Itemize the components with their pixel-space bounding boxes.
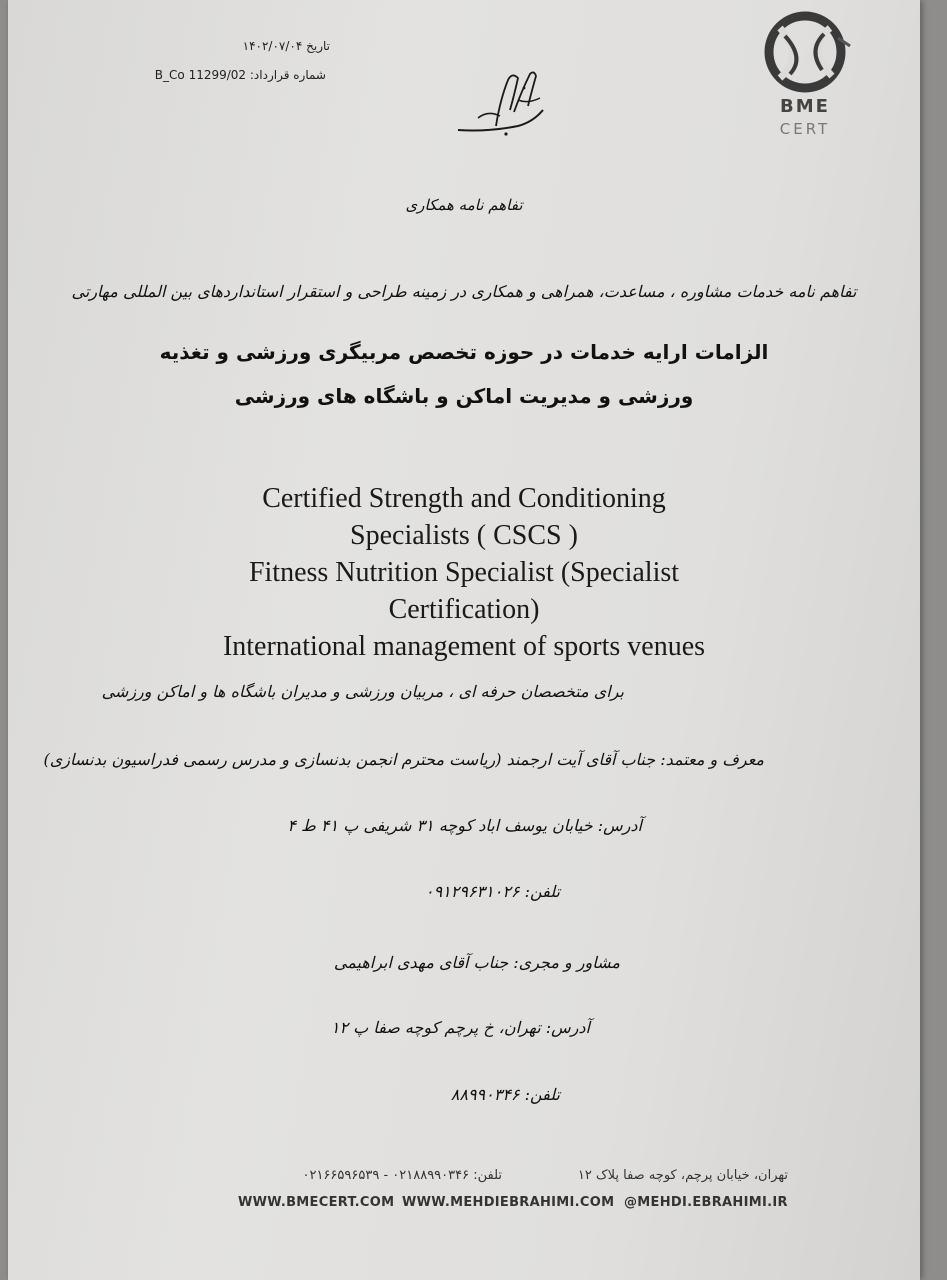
document-subtitle: تفاهم نامه خدمات مشاوره ، مساعدت، همراهی و همکاری در زمینه طراحی و استقرار استانداردهای بین المللی مهارتی [71, 282, 857, 301]
contract-number-line [155, 68, 326, 82]
contract-number-label: شماره قرارداد: [249, 68, 326, 82]
introducer-line: معرف و معتمد: جناب آقای آیت ارجمند (ریاست محترم انجمن بدنسازی و مدرس رسمی فدراسیون بدنسازی) [43, 750, 764, 769]
english-line-4: Certification) [388, 594, 540, 625]
signature-icon [448, 60, 558, 145]
audience-line: برای متخصصان حرفه ای ، مربیان ورزشی و مدیران باشگاه ها و اماکن ورزشی [101, 682, 624, 701]
bme-cert-logo [750, 8, 860, 143]
footer-address: تهران، خیابان پرچم، کوچه صفا پلاک ۱۲ [577, 1168, 788, 1183]
footer-website-mehdiebrahimi: WWW.MEHDIEBRAHIMI.COM [402, 1195, 615, 1210]
footer-phones: تلفن: ۰۲۱۸۸۹۹۰۳۴۶ - ۰۲۱۶۶۵۹۶۵۳۹ [302, 1168, 502, 1183]
bold-title-line-2: ورزشی و مدیریت اماکن و باشگاه های ورزشی [234, 384, 694, 408]
logo-text-bme: BME [780, 96, 830, 117]
advisor-address: آدرس: تهران، خ پرچم کوچه صفا پ ۱۲ [330, 1018, 590, 1037]
english-line-2: Specialists ( CSCS ) [350, 520, 578, 551]
english-line-1: Certified Strength and Conditioning [262, 483, 666, 514]
introducer-phone: تلفن: ۰۹۱۲۹۶۳۱۰۲۶ [424, 882, 560, 901]
advisor-phone: تلفن: ۸۸۹۹۰۳۴۶ [450, 1085, 560, 1104]
contract-number: B_Co 11299/02 [154, 68, 247, 82]
bold-title-line-1: الزامات ارایه خدمات در حوزه تخصص مربیگری ورزشی و تغذیه [159, 340, 769, 364]
document-page [8, 0, 920, 1280]
english-line-5: International management of sports venues [222, 631, 706, 662]
footer-website-bmecert: WWW.BMECERT.COM [238, 1195, 395, 1210]
advisor-line: مشاور و مجری: جناب آقای مهدی ابراهیمی [333, 953, 620, 972]
introducer-address: آدرس: خیابان یوسف اباد کوچه ۳۱ شریفی پ ۴۱ ط ۴ [287, 816, 642, 835]
document-small-title: تفاهم نامه همکاری [405, 196, 523, 214]
document-date: تاریخ ۱۴۰۲/۰۷/۰۴ [242, 39, 330, 53]
footer-instagram-handle: @MEHDI.EBRAHIMI.IR [624, 1195, 788, 1210]
logo-text-cert: CERT [779, 120, 831, 138]
english-line-3: Fitness Nutrition Specialist (Specialist [248, 557, 680, 588]
bme-cert-swirl-logo-icon [750, 8, 860, 98]
